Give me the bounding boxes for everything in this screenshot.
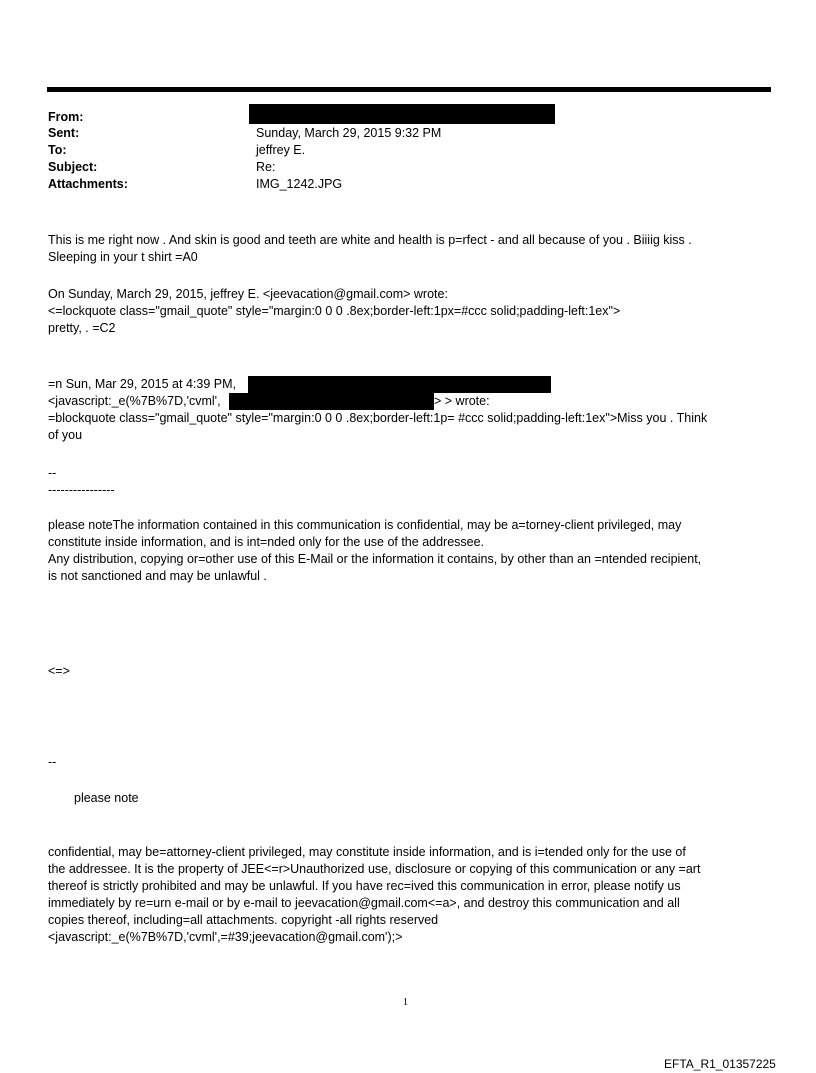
quote-line: of you <box>48 428 83 442</box>
header-rule <box>47 87 771 92</box>
notice-line: confidential, may be=attorney-client privileged, may constitute inside information, and is i=tended only for the use of <box>48 845 686 859</box>
subject-label: Subject: <box>48 160 98 174</box>
notice-line: Any distribution, copying or=other use of this E-Mail or the information it contains, by other than an =ntended recipient, <box>48 552 702 566</box>
from-redaction <box>249 104 555 124</box>
body-line: Sleeping in your t shirt =A0 <box>48 250 198 264</box>
notice-line: constitute inside information, and is int=nded only for the use of the addressee. <box>48 535 485 549</box>
quote-line: On Sunday, March 29, 2015, jeffrey E. <jeevacation@gmail.com> wrote: <box>48 287 448 301</box>
from-label: From: <box>48 110 84 124</box>
signature-dash: -- <box>48 466 57 480</box>
notice-line: <javascript:_e(%7B%7D,'cvml',=#39;jeevacation@gmail.com');> <box>48 930 403 944</box>
notice-line: please noteThe information contained in this communication is confidential, may be a=torney-client privileged, may <box>48 518 682 532</box>
to-value: jeffrey E. <box>256 143 306 157</box>
quote-line: =n Sun, Mar 29, 2015 at 4:39 PM, <box>48 377 236 391</box>
sent-value: Sunday, March 29, 2015 9:32 PM <box>256 126 442 140</box>
attachments-label: Attachments: <box>48 177 128 191</box>
document-id: EFTA_R1_01357225 <box>664 1057 776 1071</box>
signature-rule: ---------------- <box>48 483 115 497</box>
notice-line: copies thereof, including=all attachments. copyright -all rights reserved <box>48 913 439 927</box>
attachments-value: IMG_1242.JPG <box>256 177 343 191</box>
sender-redaction <box>248 376 551 393</box>
sent-label: Sent: <box>48 126 80 140</box>
notice-line: is not sanctioned and may be unlawful . <box>48 569 267 583</box>
notice-line: thereof is strictly prohibited and may be unlawful. If you have rec=ived this communication in error, please notify us <box>48 879 681 893</box>
entity-text: <=> <box>48 664 70 678</box>
quote-line: > > wrote: <box>434 394 490 408</box>
to-label: To: <box>48 143 67 157</box>
quote-line: <javascript:_e(%7B%7D,'cvml', <box>48 394 221 408</box>
signature-dash: -- <box>48 755 57 769</box>
body-line: This is me right now . And skin is good and teeth are white and health is p=rfect - and all because of you . Biiiig kiss . <box>48 233 692 247</box>
please-note-text: please note <box>74 791 139 805</box>
quote-line: <=lockquote class="gmail_quote" style="margin:0 0 0 .8ex;border-left:1px=#ccc solid;padding-left:1ex"> <box>48 304 621 318</box>
notice-line: the addressee. It is the property of JEE<=r>Unauthorized use, disclosure or copying of this communication or any =art <box>48 862 701 876</box>
quote-line: pretty, . =C2 <box>48 321 116 335</box>
subject-value: Re: <box>256 160 276 174</box>
page-number: 1 <box>403 997 408 1008</box>
email-redaction <box>229 393 434 410</box>
quote-line: =blockquote class="gmail_quote" style="margin:0 0 0 .8ex;border-left:1p= #ccc solid;padding-left:1ex">Miss you . Think <box>48 411 708 425</box>
notice-line: immediately by re=urn e-mail or by e-mail to jeevacation@gmail.com<=a>, and destroy this communication and all <box>48 896 680 910</box>
